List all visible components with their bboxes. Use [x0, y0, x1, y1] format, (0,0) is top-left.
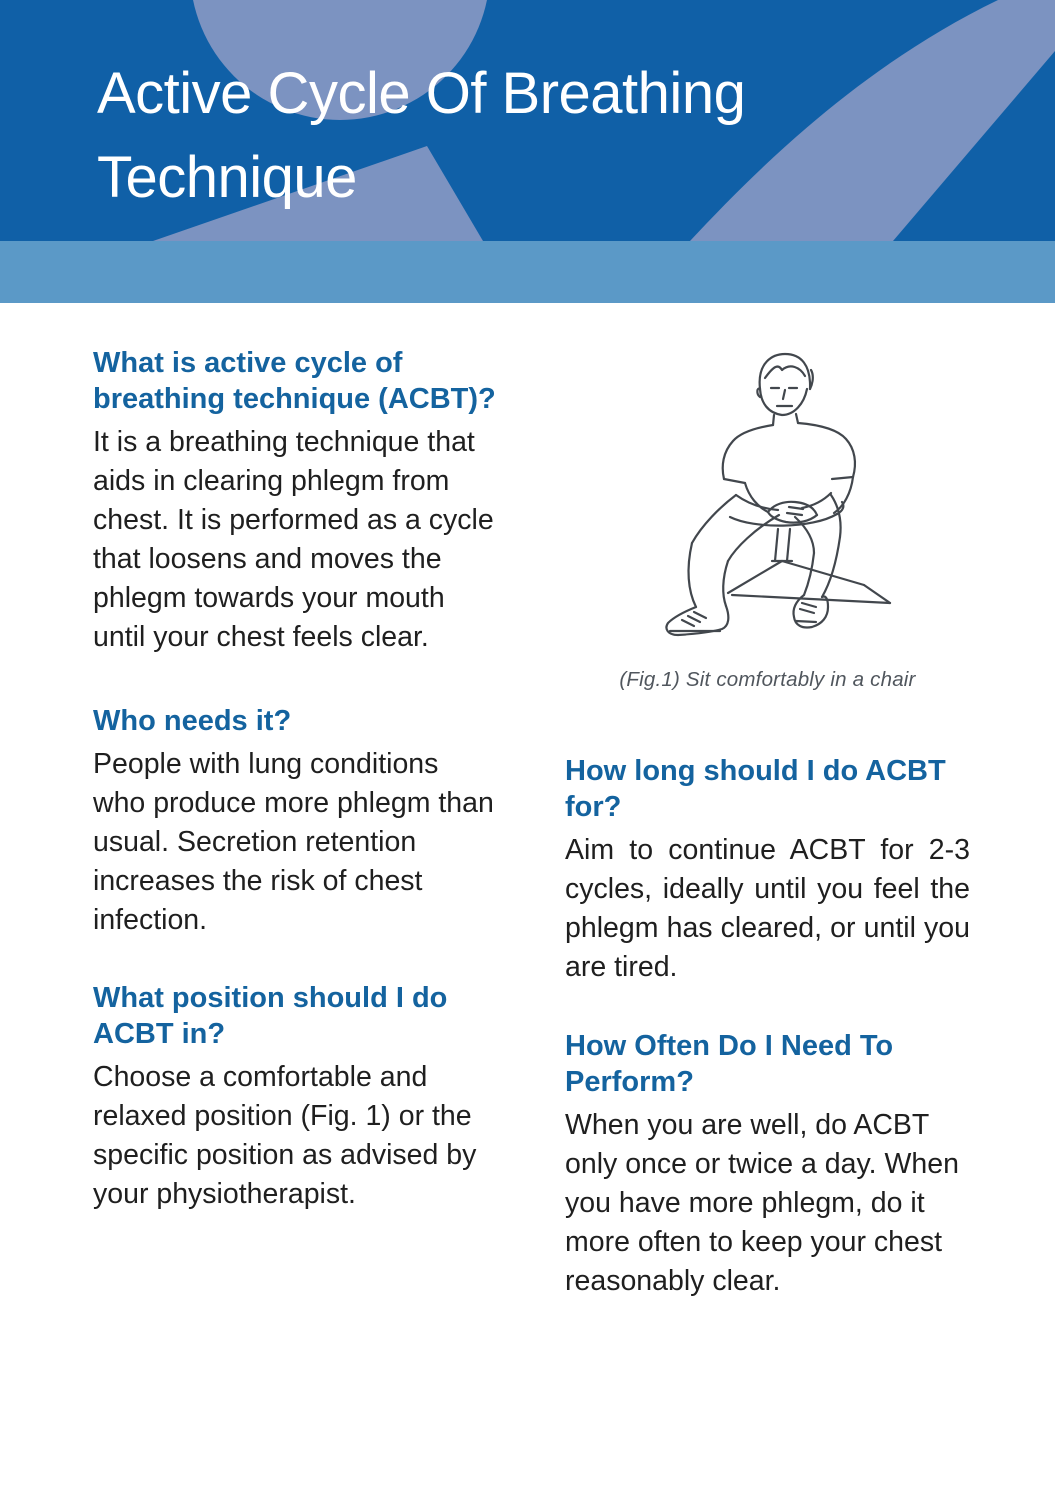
section-body: People with lung conditions who produce more phlegm than usual. Secretion retention increases the risk of chest infection.: [93, 748, 494, 936]
section-body: It is a breathing technique that aids in clearing phlegm from chest. It is performed as a cycle that loosens and moves the phlegm towards your mouth until your chest feels clear.: [93, 426, 494, 653]
section-what-is-acbt: [93, 345, 498, 657]
page-title: Active Cycle Of Breathing Technique: [97, 61, 746, 210]
header-band: [0, 241, 1055, 303]
section-body: When you are well, do ACBT only once or twice a day. When you have more phlegm, do it more often to keep your chest reasonably clear.: [565, 1109, 959, 1297]
section-body: Aim to continue ACBT for 2-3 cycles, ideally until you feel the phlegm has cleared, or until you are tired.: [565, 834, 970, 983]
section-heading: What position should I do ACBT in?: [93, 982, 448, 1050]
content-area: [0, 303, 1055, 1301]
section-body: Choose a comfortable and relaxed position (Fig. 1) or the specific position as advised by your physiotherapist.: [93, 1061, 477, 1210]
figure-caption: (Fig.1) Sit comfortably in a chair: [619, 668, 916, 691]
section-who-needs-it: [93, 703, 498, 940]
sitting-person-illustration: [632, 345, 932, 645]
section-how-often: [565, 1028, 970, 1301]
section-heading: What is active cycle of breathing technique (ACBT)?: [93, 347, 496, 415]
left-column: [93, 345, 498, 1214]
section-heading: Who needs it?: [93, 705, 292, 737]
section-heading: How long should I do ACBT for?: [565, 755, 946, 823]
figure-1: [565, 345, 970, 692]
section-how-long: [565, 753, 970, 987]
section-what-position: [93, 980, 498, 1214]
right-column: [565, 345, 970, 1301]
header-banner: [0, 0, 1055, 241]
section-heading: How Often Do I Need To Perform?: [565, 1030, 894, 1098]
